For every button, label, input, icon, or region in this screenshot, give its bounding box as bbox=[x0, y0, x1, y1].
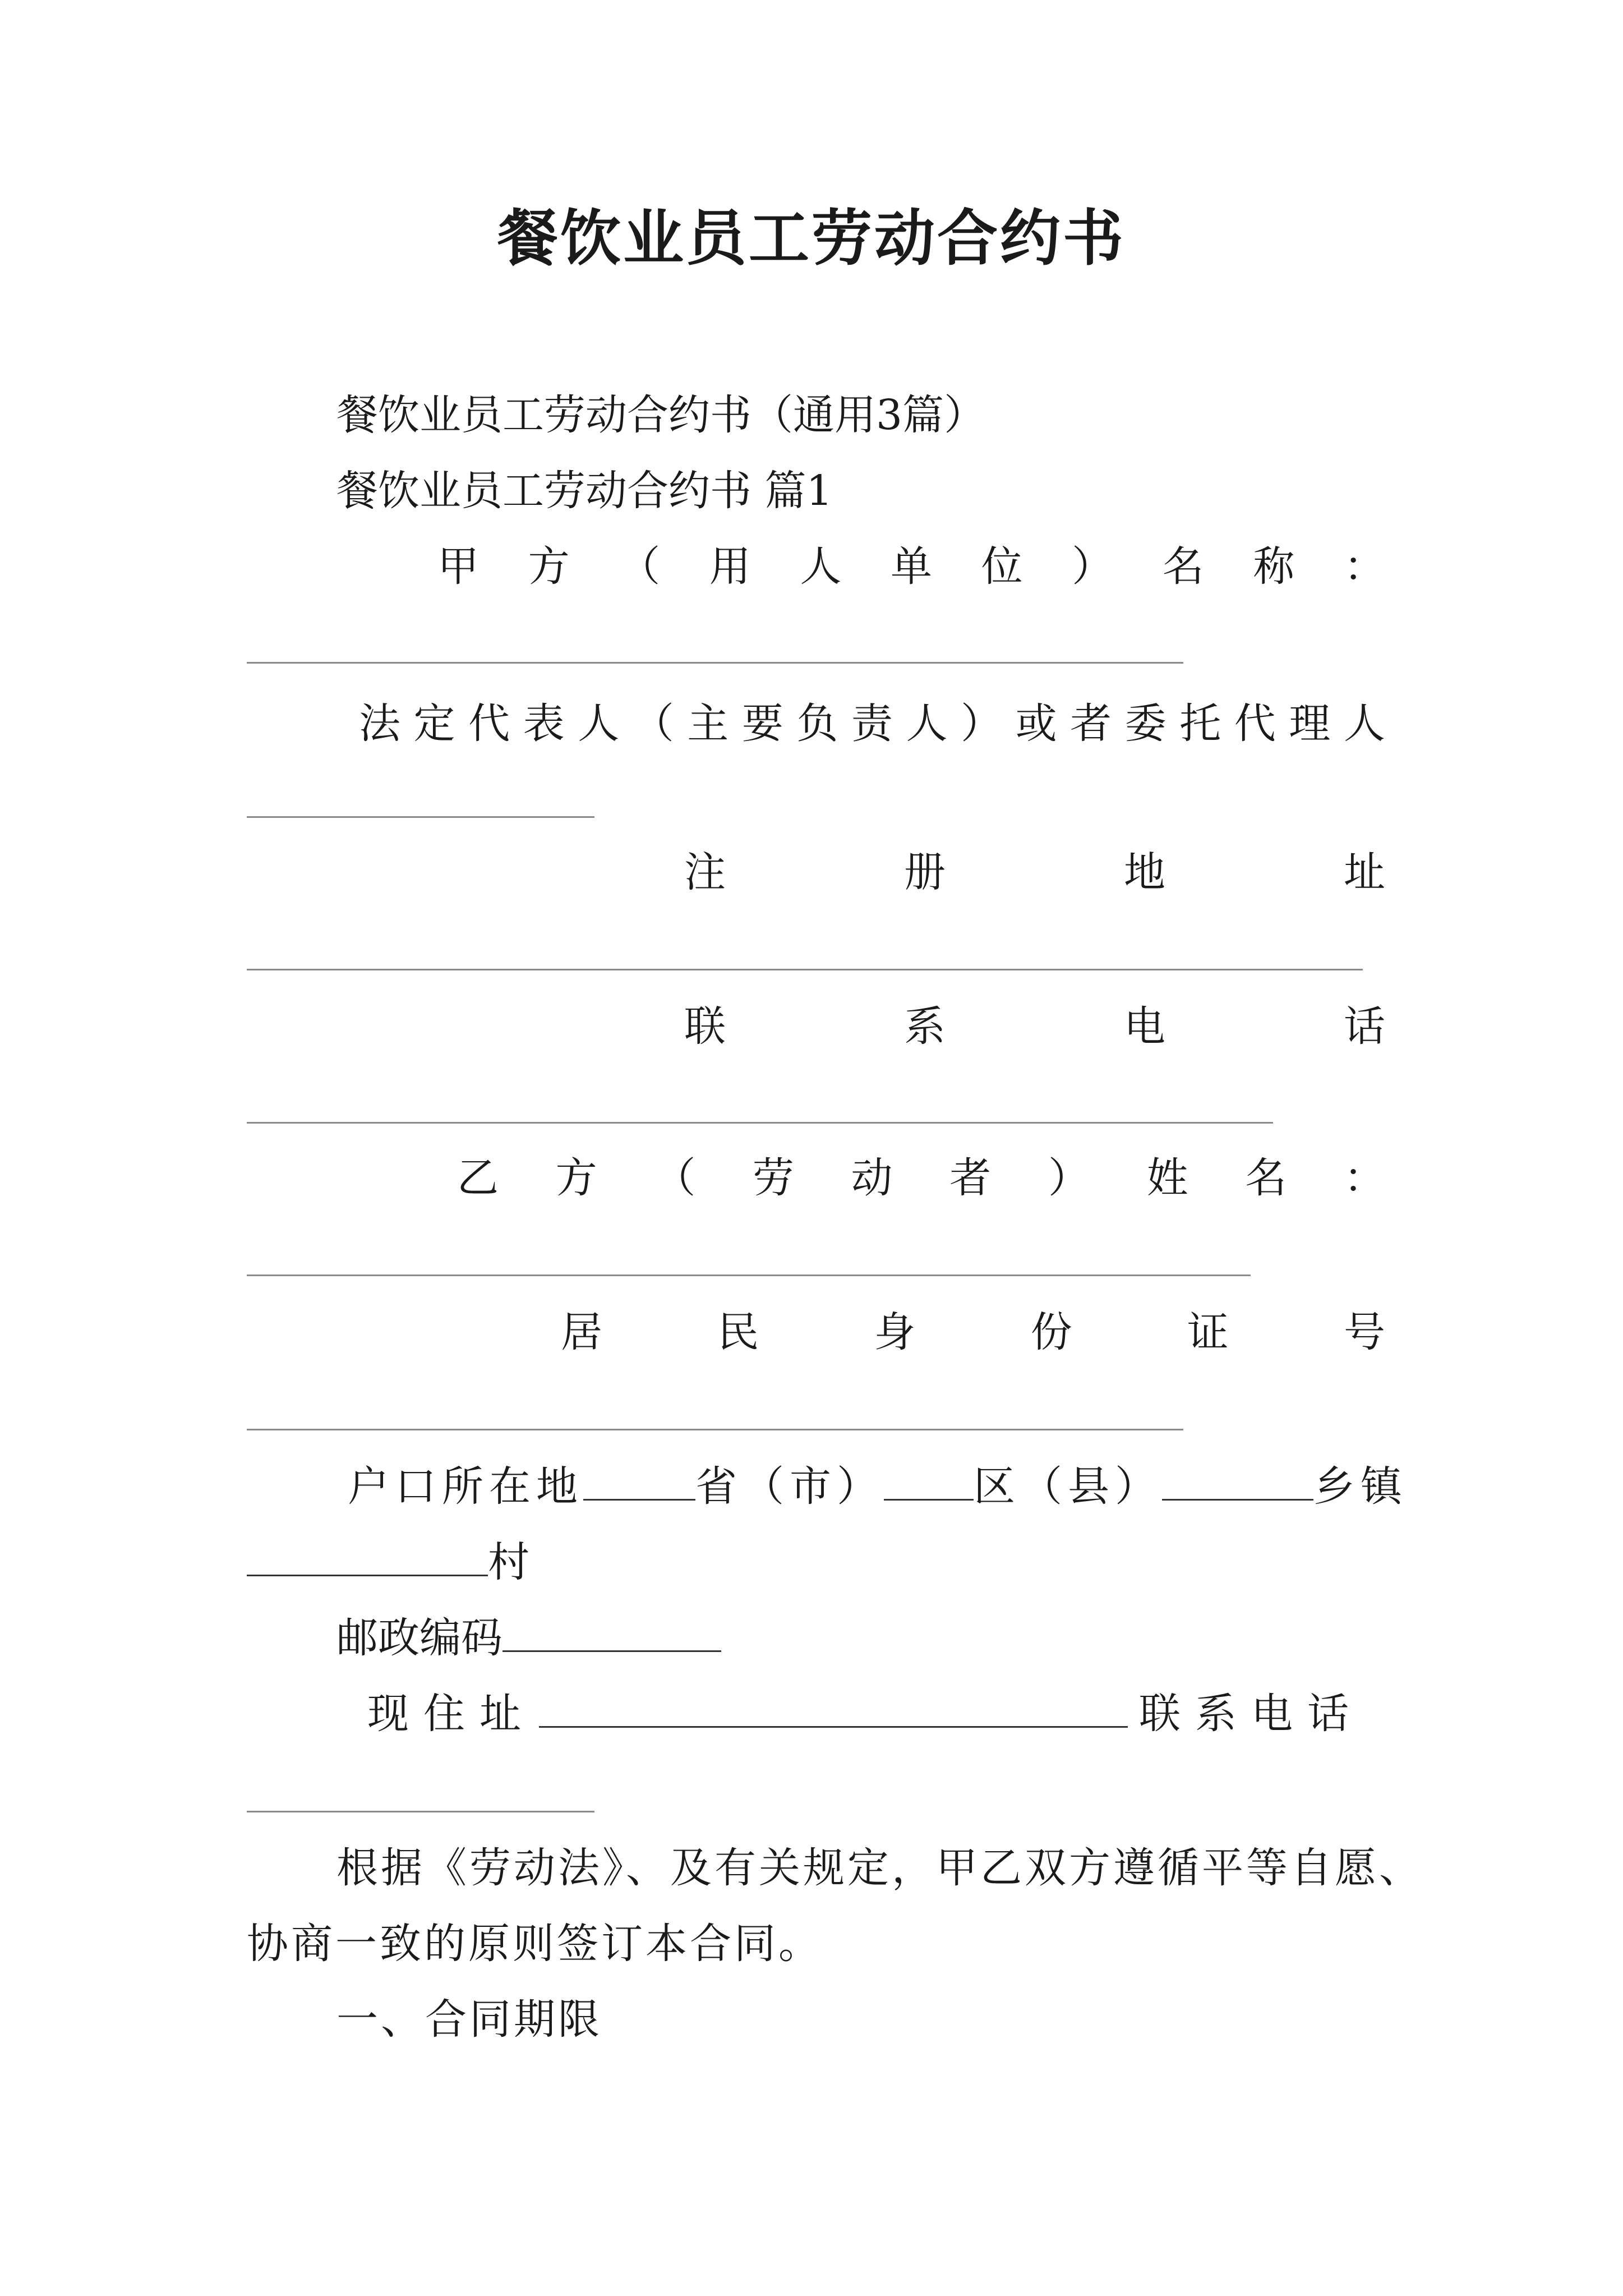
hukou-district-blank bbox=[884, 1465, 974, 1501]
label-char: 人 bbox=[1343, 700, 1385, 748]
postcode-label: 邮政编码 bbox=[336, 1614, 502, 1662]
label-char: 或 bbox=[1015, 700, 1057, 748]
label-char: 电 bbox=[1124, 1002, 1165, 1051]
party-a-address-label bbox=[684, 844, 1385, 900]
label-char: 劳 bbox=[752, 1154, 794, 1202]
current-address-label: 现住址 bbox=[367, 1690, 536, 1738]
label-char: 者 bbox=[1070, 700, 1112, 748]
party-a-phone-label bbox=[684, 999, 1385, 1055]
party-a-name-blank bbox=[247, 662, 1183, 664]
label-char: 表 bbox=[523, 700, 565, 748]
hukou-village-label: 村 bbox=[488, 1538, 529, 1586]
label-char: 用 bbox=[709, 542, 751, 591]
label-char: ： bbox=[1343, 1154, 1385, 1202]
label-char: 号 bbox=[1343, 1308, 1385, 1356]
label-char: 方 bbox=[528, 542, 570, 591]
label-char: 法 bbox=[359, 700, 400, 748]
label-char: ） bbox=[961, 700, 1003, 748]
label-char: 委 bbox=[1124, 700, 1166, 748]
label-char: 主 bbox=[687, 700, 729, 748]
party-b-hukou-line bbox=[348, 1458, 1408, 1515]
party-b-id-label bbox=[561, 1304, 1385, 1360]
party-a-address-blank bbox=[247, 969, 1363, 970]
label-char: 托 bbox=[1179, 700, 1221, 748]
party-b-hukou-village-line bbox=[247, 1534, 529, 1590]
hukou-town-label: 乡镇 bbox=[1313, 1462, 1408, 1511]
document-title: 餐饮业员工劳动合约书 bbox=[497, 203, 1126, 274]
party-a-phone-blank bbox=[247, 1122, 1273, 1124]
label-char: 人 bbox=[578, 700, 620, 748]
document-subtitle: 餐饮业员工劳动合约书（通用3篇） bbox=[336, 391, 986, 439]
label-char: （ bbox=[654, 1154, 696, 1202]
label-char: （ bbox=[619, 542, 661, 591]
label-char: 者 bbox=[949, 1154, 992, 1202]
label-char: 系 bbox=[904, 1002, 946, 1051]
label-char: 定 bbox=[413, 700, 455, 748]
label-char: 人 bbox=[906, 700, 948, 748]
label-char: 方 bbox=[555, 1154, 597, 1202]
hukou-prefix: 户口所在地 bbox=[348, 1462, 583, 1511]
current-address-blank bbox=[539, 1692, 1128, 1728]
postcode-blank bbox=[502, 1617, 721, 1652]
party-b-postcode-line bbox=[336, 1610, 721, 1666]
clause-1-heading: 一、合同期限 bbox=[336, 1995, 602, 2044]
label-char: 身 bbox=[874, 1308, 916, 1356]
label-char: 代 bbox=[1234, 700, 1276, 748]
label-char: 动 bbox=[851, 1154, 893, 1202]
label-char: 位 bbox=[981, 542, 1023, 591]
label-char: ） bbox=[1048, 1154, 1090, 1202]
party-b-id-blank bbox=[247, 1429, 1183, 1430]
party-a-representative-label bbox=[359, 696, 1385, 752]
hukou-province-blank bbox=[583, 1465, 695, 1501]
label-char: 要 bbox=[741, 700, 783, 748]
label-char: 话 bbox=[1344, 1002, 1385, 1051]
label-char: （ bbox=[632, 700, 674, 748]
label-char: 甲 bbox=[437, 542, 479, 591]
current-phone-label: 联系电话 bbox=[1139, 1690, 1363, 1738]
label-char: 代 bbox=[468, 700, 510, 748]
label-char: 证 bbox=[1187, 1308, 1229, 1356]
label-char: 负 bbox=[796, 700, 838, 748]
label-char: 乙 bbox=[457, 1154, 499, 1202]
section-heading: 餐饮业员工劳动合约书 篇1 bbox=[336, 467, 833, 515]
label-char: 单 bbox=[890, 542, 932, 591]
label-char: 民 bbox=[717, 1308, 759, 1356]
party-a-representative-blank bbox=[247, 816, 594, 818]
hukou-town-blank bbox=[1162, 1465, 1313, 1501]
label-char: 居 bbox=[561, 1308, 602, 1356]
label-char: 姓 bbox=[1146, 1154, 1188, 1202]
label-char: 址 bbox=[1344, 848, 1385, 896]
label-char: 联 bbox=[684, 1002, 726, 1051]
hukou-district-label: 区（县） bbox=[974, 1462, 1162, 1511]
label-char: ： bbox=[1343, 542, 1385, 591]
label-char: 责 bbox=[851, 700, 893, 748]
party-b-name-label bbox=[457, 1150, 1385, 1206]
label-char: 理 bbox=[1289, 700, 1331, 748]
label-char: 称 bbox=[1253, 542, 1295, 591]
current-phone-blank bbox=[247, 1811, 594, 1812]
label-char: 注 bbox=[684, 848, 726, 896]
label-char: 名 bbox=[1245, 1154, 1287, 1202]
label-char: 册 bbox=[904, 848, 946, 896]
hukou-province-label: 省（市） bbox=[695, 1462, 884, 1511]
preamble-line-1: 根据《劳动法》、及有关规定，甲乙双方遵循平等自愿、 bbox=[336, 1844, 1423, 1892]
party-a-name-label bbox=[437, 539, 1385, 595]
label-char: ） bbox=[1072, 542, 1114, 591]
party-b-name-blank bbox=[247, 1274, 1251, 1276]
preamble-line-2: 协商一致的原则签订本合同。 bbox=[247, 1920, 823, 1968]
label-char: 地 bbox=[1124, 848, 1165, 896]
label-char: 份 bbox=[1030, 1308, 1072, 1356]
party-b-current-address-line bbox=[367, 1686, 1363, 1742]
label-char: 名 bbox=[1162, 542, 1204, 591]
label-char: 人 bbox=[800, 542, 842, 591]
hukou-village-blank bbox=[247, 1541, 488, 1576]
